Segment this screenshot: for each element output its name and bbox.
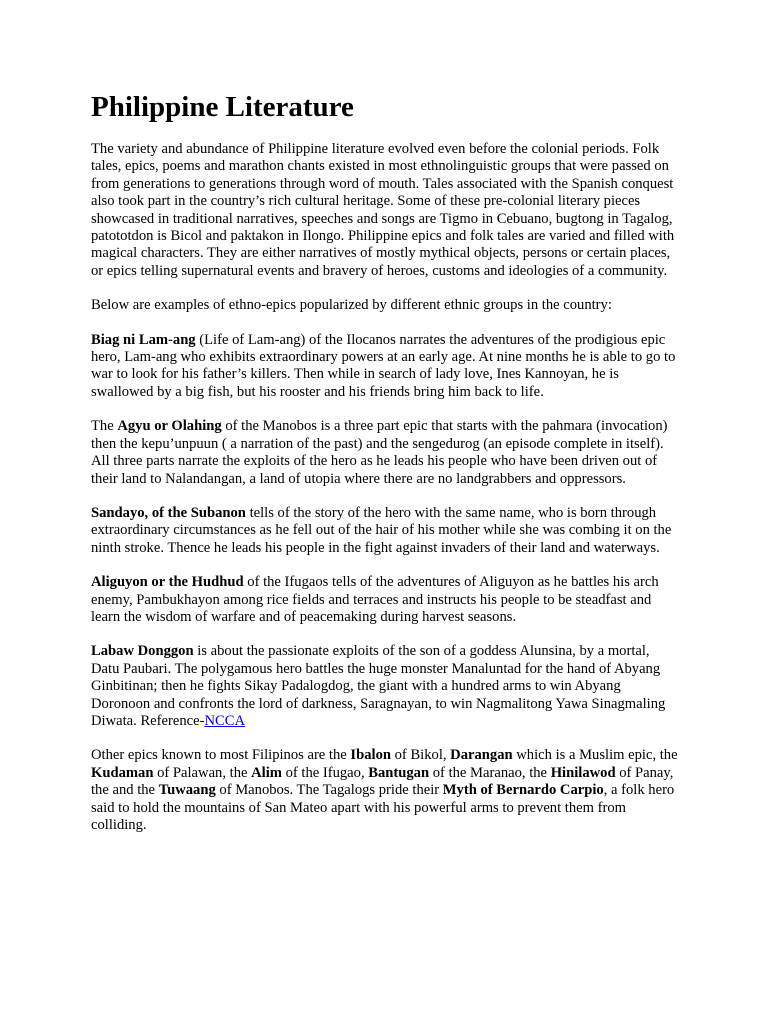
epic-name: Bantugan (368, 764, 430, 781)
epic-text-sandayo: tells of the story of the hero with the same name, who is born through extraordinary circumstances as he fell out of the hair of his mother while she was combing it on the ninth stroke. Thence he leads his people in the fight against invaders of their land and waterways. (91, 504, 672, 556)
epic-text-lam-ang: (Life of Lam-ang) of the Ilocanos narrates the adventures of the prodigious epic hero, Lam-ang who exhibits extraordinary powers at an early age. At nine months he is able to go to war to look for his father’s killers. Then while in search of lady love, Ines Kannoyan, he is swallowed by a big fish, but his rooster and his friends bring him back to life. (91, 331, 676, 400)
epic-paragraph-lam-ang (91, 332, 681, 402)
page-title: Philippine Literature (91, 91, 354, 123)
closing-text: of Manobos. The Tagalogs pride their (215, 782, 443, 799)
epic-name: Ibalon (350, 747, 391, 764)
epic-name: Myth of Bernardo Carpio (442, 782, 604, 799)
intro-paragraph: The variety and abundance of Philippine literature evolved even before the colonial periods. Folk tales, epics, poems and marathon chants existed in most ethnolinguistic groups that were passed on from generations to generations through word of mouth. Tales associated with the Spanish conquest also took part in the country’s rich cultural heritage. Some of these pre-colonial literary pieces showcased in traditional narratives, speeches and songs are Tigmo in Cebuano, bugtong in Tagalog, patototdon is Bicol and paktakon in Ilongo. Philippine epics and folk tales are varied and filled with magical characters. They are either narratives of mostly mythical objects, persons or certain places, or epics telling supernatural events and bravery of heroes, customs and ideologies of a community. (91, 141, 675, 279)
epic-text-aliguyon: of the Ifugaos tells of the adventures of Aliguyon as he battles his arch enemy, Pambukhayon among rice fields and terraces and instructs his people to be steadfast and learn the wisdom of warfare and of peacemaking during harvest seasons. (91, 574, 659, 625)
epic-name: Kudaman (91, 764, 154, 781)
examples-intro-paragraph: Below are examples of ethno-epics popularized by different ethnic groups in the country: (91, 297, 612, 314)
closing-text: of the Ifugao, (281, 764, 369, 781)
epic-paragraph-aliguyon (91, 574, 681, 626)
epic-name: Hinilawod (550, 764, 616, 781)
epic-paragraph-labaw-donggon (91, 643, 681, 730)
epic-name: Alim (251, 764, 282, 781)
epic-name-aliguyon: Aliguyon or the Hudhud (91, 574, 244, 591)
closing-text: of the Maranao, the (429, 764, 551, 781)
closing-text: , a folk hero said to hold the mountains of San Mateo apart with his powerful arms to prevent them from colliding. (91, 782, 675, 833)
epic-name: Tuwaang (158, 782, 216, 799)
epic-name: Darangan (450, 747, 513, 764)
closing-text: of Bikol, (390, 747, 451, 764)
epic-paragraph-sandayo (91, 505, 681, 557)
epic-name-lam-ang: Biag ni Lam-ang (91, 331, 196, 348)
closing-text: Other epics known to most Filipinos are the (91, 747, 351, 764)
epic-paragraph-agyu (91, 418, 681, 488)
epic-name-sandayo: Sandayo, of the Subanon (91, 504, 246, 521)
ncca-reference-link[interactable]: NCCA (204, 712, 245, 729)
closing-text: which is a Muslim epic, the (512, 747, 678, 764)
epic-text-agyu: of the Manobos is a three part epic that starts with the pahmara (invocation) then the kepu’unpuun ( a narration of the past) and the sengedurog (an episode complete in itself). All three parts narrate the exploits of the hero as he leads his people who have been driven out of their land to Nalandangan, a land of utopia where there are no landgrabbers and oppressors. (91, 418, 668, 487)
epic-prefix: The (91, 418, 118, 435)
epic-name-agyu: Agyu or Olahing (117, 418, 222, 435)
closing-text: of Palawan, the (153, 764, 252, 781)
epic-text-labaw-donggon: is about the passionate exploits of the son of a goddess Alunsina, by a mortal, Datu Paubari. The polygamous hero battles the huge monster Manaluntad for the hand of Abyang Ginbitinan; then he fights Sikay Padalogdog, the giant with a hundred arms to win Abyang Doronoon and confronts the lord of darkness, Saragnayan, to win Nagmalitong Yawa Sinagmaling Diwata. Reference- (91, 643, 666, 729)
document-body (91, 88, 681, 851)
closing-text: of Panay, the and the (91, 764, 674, 799)
closing-paragraph (91, 747, 681, 834)
epic-name-labaw-donggon: Labaw Donggon (91, 643, 194, 660)
